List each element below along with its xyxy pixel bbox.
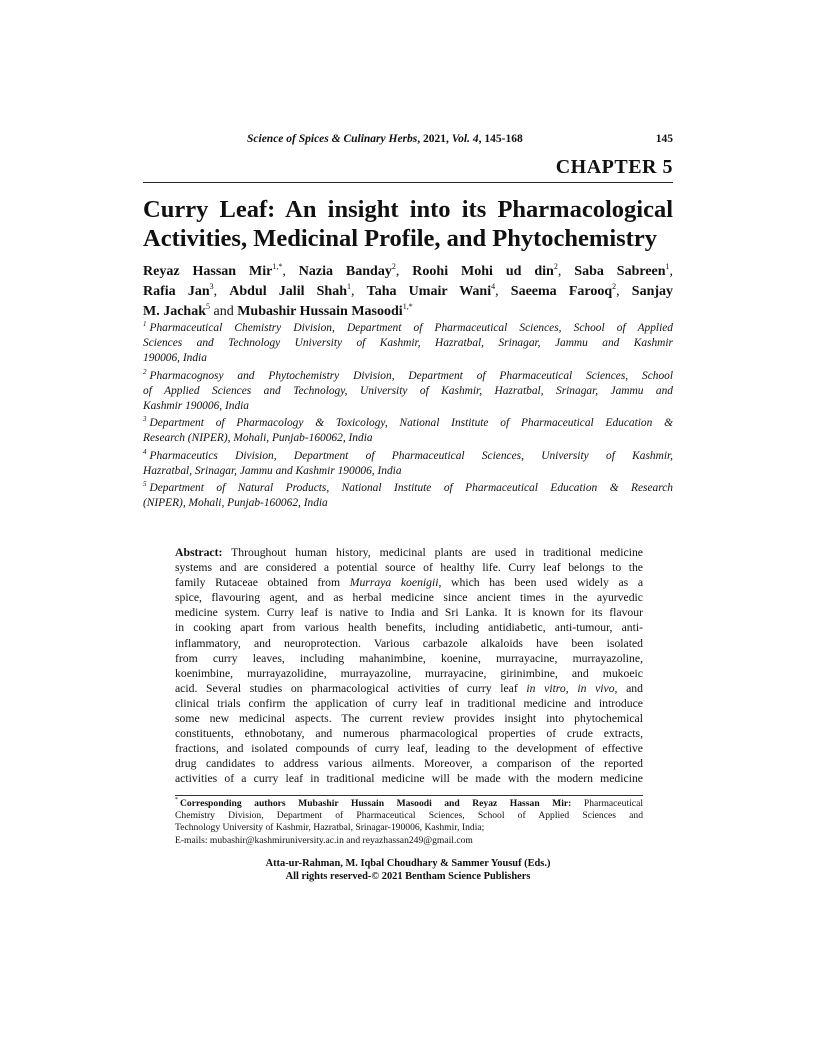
abstract-line: fractions, and isolated compounds of curry leaf, leading to the development of effective — [175, 742, 643, 756]
chapter-label: CHAPTER 5 — [555, 156, 673, 178]
author-name: Roohi Mohi ud din — [412, 264, 554, 279]
author-name: Abdul Jalil Shah — [229, 284, 347, 299]
abstract-line: family Rutaceae obtained from Murraya koenigii, which has been used widely as a — [175, 576, 643, 590]
abstract-line: spice, flavouring agent, and as herbal medicine since ancient times in the ayurvedic — [175, 591, 643, 605]
author-list — [143, 262, 673, 322]
author-name: Mubashir Hussain Masoodi — [237, 304, 403, 319]
affiliation-1: $^1$ Pharmaceutical Chemistry Division, Department of Pharmaceutical Sciences, School of Applied Sciences and Technology University of Kashmir, Hazratbal, Srinagar, Jammu and Kashmir 190006, India — [143, 320, 673, 365]
title-line: Curry Leaf: An insight into its Pharmacological — [143, 196, 673, 223]
copyright-line: All rights reserved-© 2021 Bentham Science Publishers — [285, 870, 531, 882]
abstract-line: drug candidates to address various ailments. Moreover, a comparison of the reported — [175, 757, 643, 771]
abstract — [175, 545, 643, 787]
journal-citation: Science of Spices & Culinary Herbs, 2021, Vol. 4, 145-168 — [247, 133, 523, 145]
affiliation-4: $^4$ Pharmaceutics Division, Department of Pharmaceutical Sciences, University of Kashmir, Hazratbal, Srinagar, Jammu and Kashmir 190006, India — [143, 447, 673, 477]
editors-line: Atta-ur-Rahman, M. Iqbal Choudhary & Sammer Yousuf (Eds.) — [265, 858, 551, 869]
affiliation-5: $^5$ Department of Natural Products, National Institute of Pharmaceutical Education & Research (NIPER), Mohali, Punjab-160062, India — [143, 480, 673, 510]
running-header — [143, 133, 673, 149]
footnote-rule — [175, 795, 643, 796]
paper-title — [143, 195, 673, 253]
author-name: Nazia Banday — [298, 264, 392, 279]
author-line: M. Jachak$^5$ and Mubashir Hussain Masoodi$^{1,*}$ — [143, 302, 413, 319]
author-name: Taha Umair Wani — [366, 284, 492, 299]
abstract-line: Abstract: Throughout human history, medicinal plants are used in traditional medicine — [175, 546, 643, 559]
author-line: Reyaz Hassan Mir$^{1,*}$, Nazia Banday$^2$, Roohi Mohi ud din$^2$, Saba Sabreen$^1$, — [143, 262, 674, 279]
abstract-line: from curry leaves, including mahanimbine, koenine, murrayacine, murrayazoline, — [175, 651, 643, 665]
abstract-line: acid. Several studies on pharmacological activities of curry leaf in vitro, in vivo, and — [175, 681, 643, 695]
abstract-line: activities of a curry leaf in traditional medicine will be made with the modern medicine — [175, 772, 643, 786]
author-name: Rafia Jan — [143, 284, 210, 299]
title-line: Activities, Medicinal Profile, and Phytochemistry — [143, 225, 657, 252]
abstract-line: inflammatory, and neuroprotection. Various carbazole alkaloids have been isolated — [175, 636, 643, 650]
abstract-line: koenimbine, murrayazolidine, murrayazoline, murrayacine, girinimbine, and mukoeic — [175, 666, 643, 680]
affiliations — [143, 321, 673, 513]
editors-credit — [143, 858, 673, 883]
author-name: Saeema Farooq — [510, 284, 613, 299]
abstract-label: Abstract: — [175, 546, 223, 559]
affiliation-2: $^2$ Pharmacognosy and Phytochemistry Division, Department of Pharmaceutical Sciences, School of Applied Sciences and Technology, University of Kashmir, Hazratbal, Srinagar, Jammu and Kashmir 190006, India — [143, 367, 673, 413]
abstract-line: some new medicinal aspects. The current review provides insight into phytochemical — [175, 712, 643, 726]
author-name-part: Sanjay — [631, 284, 674, 299]
abstract-line: clinical trials confirm the application of curry leaf in traditional medicine and introduce — [175, 696, 643, 710]
corresponding-author-footnote: * Corresponding authors Mubashir Hussain Masoodi and Reyaz Hassan Mir: Pharmaceutical Chemistry Division, Department of Pharmaceutical Sciences, School of Applied Sciences and Technology University of Kashmir, Hazratbal, Srinagar-190006, Kashmir, India; E-mails: mubashir@kashmiruniversity.ac.in and reyazhassan249@gmail.com — [175, 797, 643, 846]
author-line: Rafia Jan$^3$, Abdul Jalil Shah$^1$, Taha Umair Wani$^4$, Saeema Farooq$^2$, Sanjay — [143, 282, 674, 299]
affiliation-3: $^3$ Department of Pharmacology & Toxicology, National Institute of Pharmaceutical Education & Research (NIPER), Mohali, Punjab-160062, India — [143, 415, 673, 445]
abstract-line: in cooking apart from various health benefits, including antidiabetic, anti-tumour, anti- — [175, 621, 643, 635]
footnote-label: Corresponding authors Mubashir Hussain Masoodi and Reyaz Hassan Mir: — [180, 798, 572, 809]
abstract-line: medicine system. Curry leaf is native to India and Sri Lanka. It is known for its flavour — [175, 606, 643, 620]
chapter-rule — [143, 182, 673, 183]
abstract-line: constituents, ethnobotany, and numerous pharmacological properties of crude extracts, — [175, 727, 643, 741]
abstract-line: systems and are considered a potential source of healthy life. Curry leaf belongs to the — [175, 561, 643, 575]
author-name-part: M. Jachak — [143, 304, 206, 319]
author-name: Reyaz Hassan Mir — [143, 264, 273, 279]
footnote-emails: E-mails: mubashir@kashmiruniversity.ac.in and reyazhassan249@gmail.com — [175, 834, 473, 846]
page-number: 145 — [655, 133, 673, 145]
author-name: Saba Sabreen — [574, 264, 666, 279]
